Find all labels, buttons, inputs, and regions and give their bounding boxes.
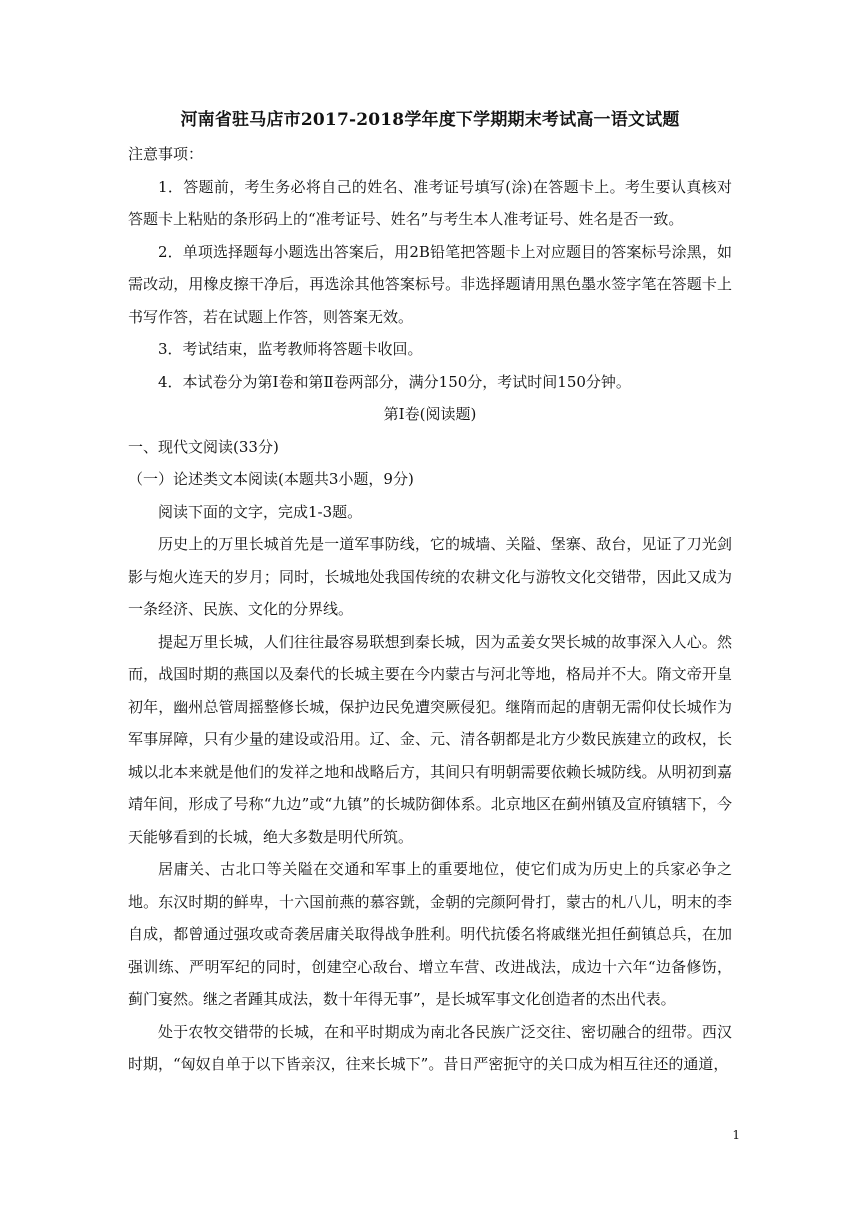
volume-title: 第Ⅰ卷(阅读题) (383, 405, 477, 423)
article-paragraph-1: 历史上的万里长城首先是一道军事防线，它的城墙、关隘、堡寨、敌台，见证了刀光剑影与炮火连天的岁月；同时，长城地处我国传统的农耕文化与游牧文化交错带，因此又成为一条经济、民族、文化的分界线。 (128, 535, 732, 618)
exam-title: 河南省驻马店市2017-2018学年度下学期期末考试高一语文试题 (180, 110, 680, 130)
notice-item-1: 1．答题前，考生务必将自己的姓名、准考证号填写(涂)在答题卡上。考生要认真核对答题卡上粘贴的条形码上的“准考证号、姓名”与考生本人准考证号、姓名是否一致。 (128, 177, 732, 228)
article-paragraph-4: 处于农牧交错带的长城，在和平时期成为南北各民族广泛交往、密切融合的纽带。西汉时期，“匈奴自单于以下皆亲汉，往来长城下”。昔日严密扼守的关口成为相互往还的通道， (128, 1022, 732, 1073)
reading-instruction: 阅读下面的文字，完成1-3题。 (158, 502, 363, 521)
page-number: 1 (732, 1128, 740, 1142)
page-content (128, 108, 732, 1081)
notice-item-2: 2．单项选择题每小题选出答案后，用2B铅笔把答题卡上对应题目的答案标号涂黑，如需改动，用橡皮擦干净后，再选涂其他答案标号。非选择题请用黑色墨水签字笔在答题卡上书写作答，若在试题上作答，则答案无效。 (128, 242, 732, 326)
article-paragraph-3: 居庸关、古北口等关隘在交通和军事上的重要地位，使它们成为历史上的兵家必争之地。东汉时期的鲜卑，十六国前燕的慕容皝，金朝的完颜阿骨打，蒙古的札八儿，明末的李自成，都曾通过强攻或奇袭居庸关取得战争胜利。明代抗倭名将戚继光担任蓟镇总兵，在加强训练、严明军纪的同时，创建空心敌台、增立车营、改进战法，成边十六年“边备修饬，蓟门宴然。继之者踵其成法，数十年得无事”，是长城军事文化创造者的杰出代表。 (128, 860, 732, 1008)
notice-item-3: 3．考试结束，监考教师将答题卡收回。 (158, 340, 423, 358)
notice-item-4: 4．本试卷分为第Ⅰ卷和第Ⅱ卷两部分，满分150分，考试时间150分钟。 (158, 372, 631, 391)
section-heading: 一、现代文阅读(33分) (128, 437, 279, 456)
article-paragraph-2: 提起万里长城，人们往往最容易联想到秦长城，因为孟姜女哭长城的故事深入人心。然而，战国时期的燕国以及秦代的长城主要在今内蒙古与河北等地，格局并不大。隋文帝开皇初年，幽州总管周摇整修长城，保护边民免遭突厥侵犯。继隋而起的唐朝无需仰仗长城作为军事屏障，只有少量的建设或沿用。辽、金、元、清各朝都是北方少数民族建立的政权，长城以北本来就是他们的发祥之地和战略后方，其间只有明朝需要依赖长城防线。从明初到嘉靖年间，形成了号称“九边”或“九镇”的长城防御体系。北京地区在蓟州镇及宣府镇辖下，今天能够看到的长城，绝大多数是明代所筑。 (128, 632, 732, 846)
subsection-heading: （一）论述类文本阅读(本题共3小题，9分) (128, 470, 414, 488)
notice-heading: 注意事项： (128, 145, 204, 163)
